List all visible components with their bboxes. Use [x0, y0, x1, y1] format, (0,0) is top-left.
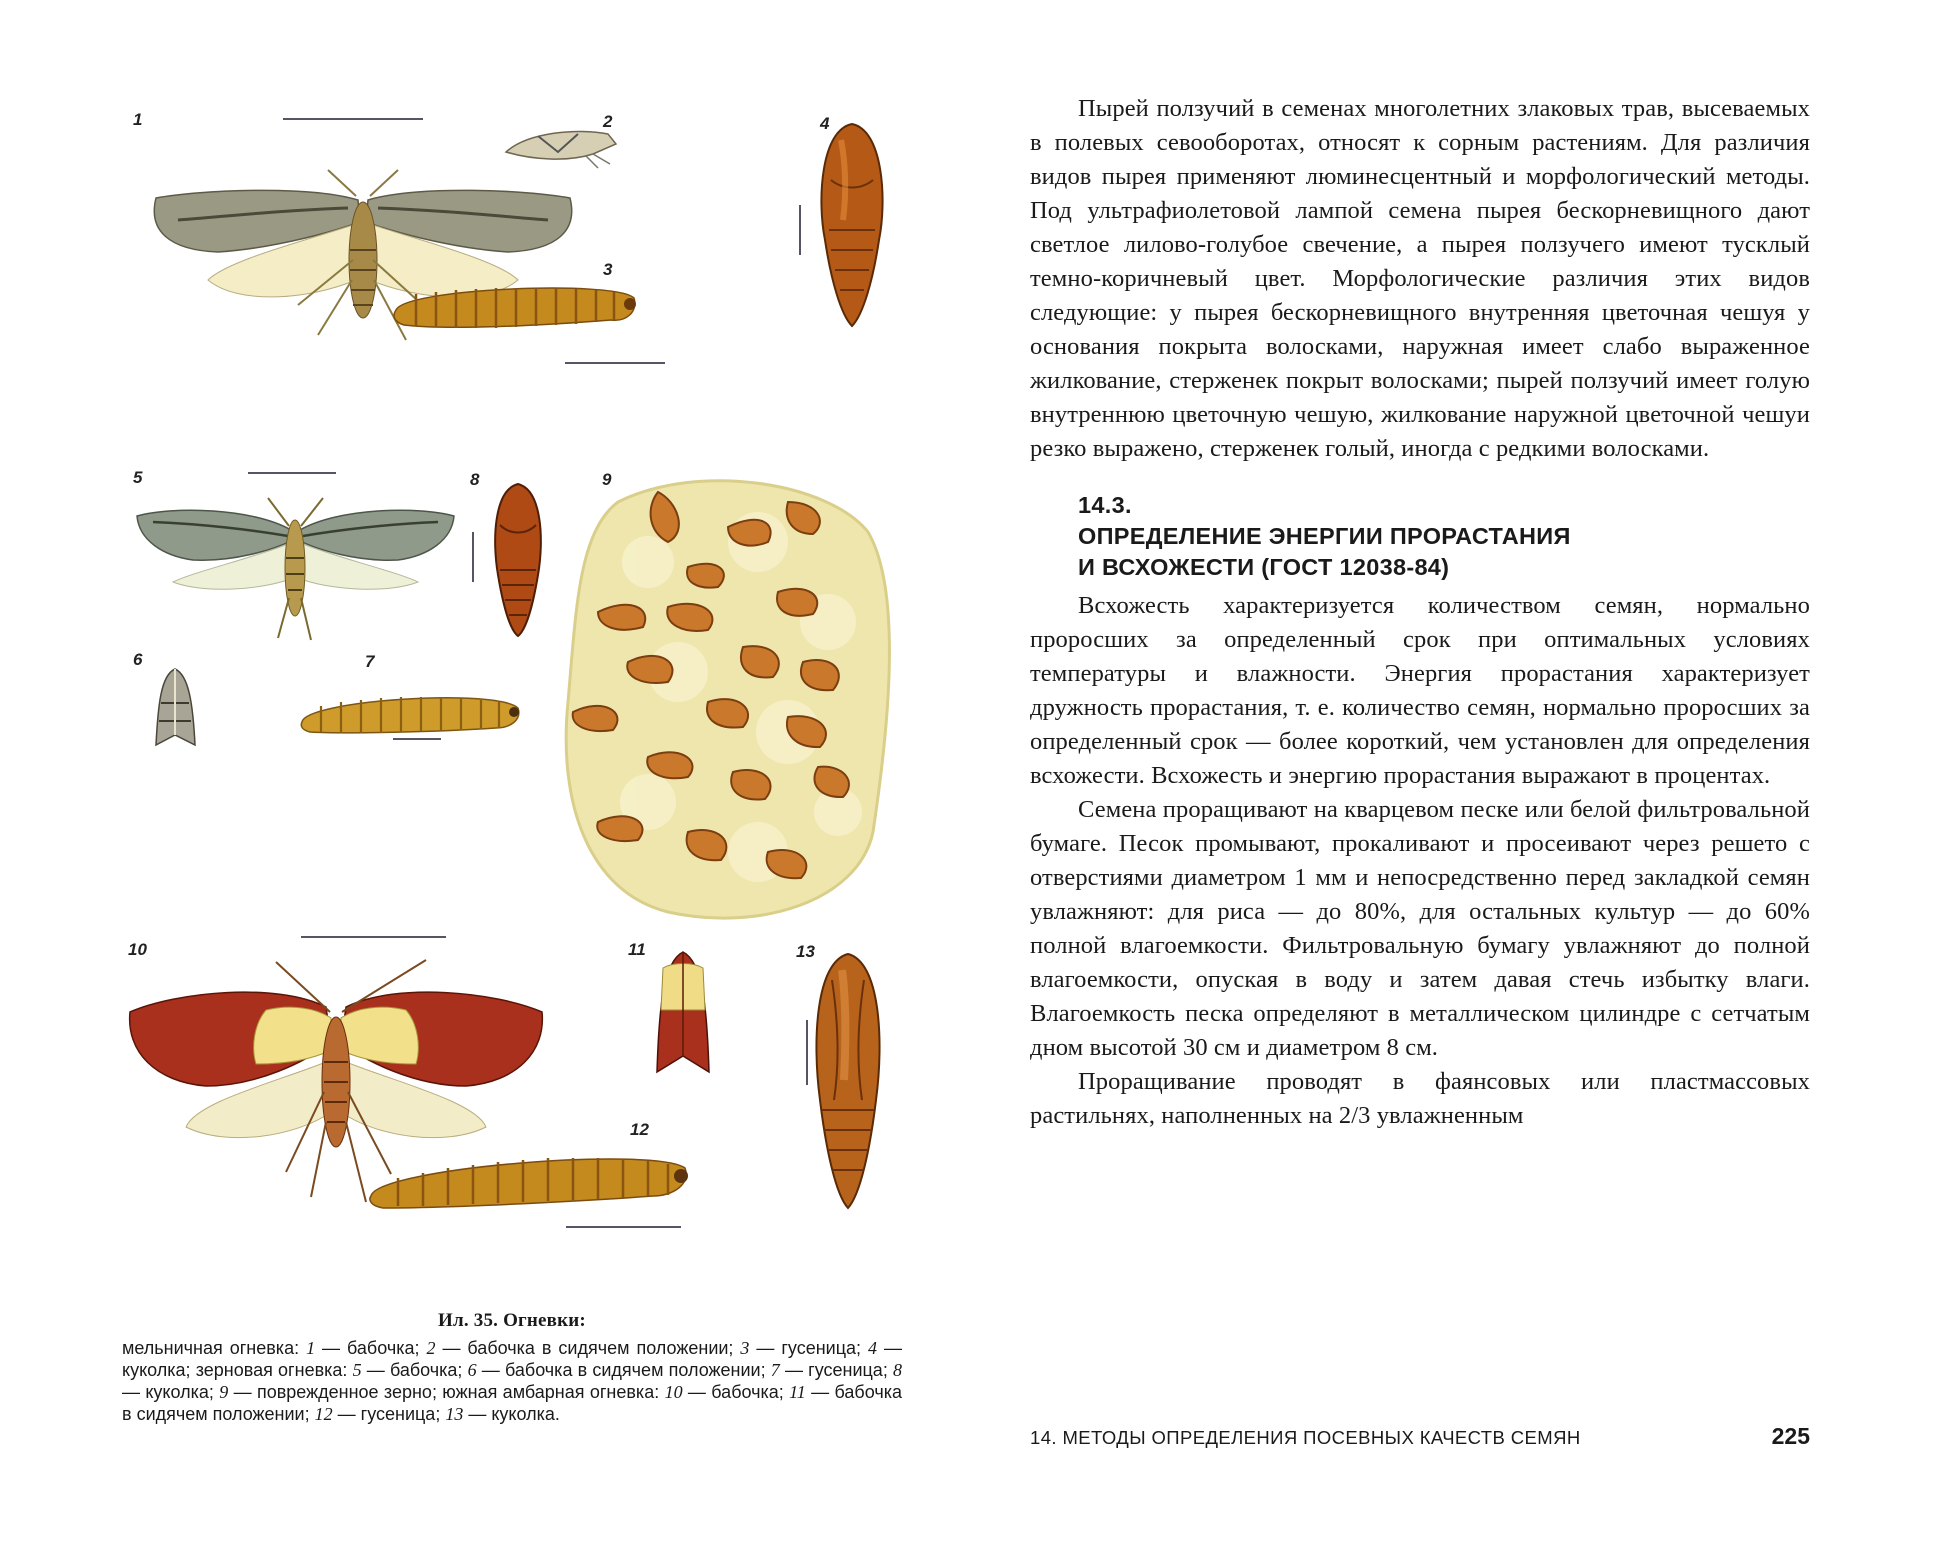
caption-figure-number: 1	[306, 1338, 316, 1358]
figure-label: 2	[603, 112, 613, 131]
figure-label: 11	[628, 940, 646, 959]
caption-text: — гусеница;	[779, 1360, 893, 1380]
caption-text: — бабочка;	[682, 1382, 790, 1402]
scale-bar	[283, 118, 423, 120]
caption-figure-number: 3	[740, 1338, 750, 1358]
caption-text: — бабочка;	[361, 1360, 468, 1380]
grain-moth-caterpillar-illustration	[296, 682, 526, 737]
grain-moth-pupa-illustration	[488, 480, 548, 640]
section-heading	[1030, 490, 1810, 583]
scale-bar	[566, 1226, 681, 1228]
caption-figure-number: 6	[467, 1360, 477, 1380]
figure-label: 4	[820, 114, 830, 133]
caption-text: — куколка; зерновая огневка:	[122, 1338, 902, 1380]
caption-title: Ил. 35. Огневки:	[438, 1310, 586, 1331]
caption-text: мельничная огневка:	[122, 1338, 307, 1358]
caption-text: — бабочка в сидячем положении;	[122, 1382, 903, 1424]
scale-bar	[248, 472, 336, 474]
scale-bar	[393, 738, 441, 740]
scale-bar	[301, 936, 446, 938]
scale-bar	[799, 205, 801, 255]
paragraph: Пырей ползучий в семенах многолетних злаковых трав, высеваемых в полевых севооборотах, относят к сорным растениям. Для различия видов пырея применяют люминесцентный и морфологический методы. Под ультрафиолетовой лампой семена пырея бескорневищного дают светлое лилово-голубое свечение, а пырея ползучего имеют тусклый темно-коричневый цвет. Морфологические различия этих видов следующие: у пырея бескорневищного внутренняя цветочная чешуя у основания покрыта волосками, наружная имеет слабо выраженное жилкование, стерженек покрыт волосками; пырей ползучий имеет голую внутреннюю цветочную чешую, жилкование наружной цветочной чешуи резко выражено, стерженек голый, иногда с редкими волосками.	[1030, 95, 1810, 462]
running-footer	[1030, 1423, 1810, 1450]
caption-body	[122, 1337, 902, 1425]
caption-figure-number: 9	[219, 1382, 229, 1402]
caption-figure-number: 5	[352, 1360, 362, 1380]
page-number: 225	[1771, 1423, 1810, 1449]
caption-text: — бабочка в сидячем положении;	[476, 1360, 771, 1380]
text-page	[1030, 92, 1810, 1133]
scale-bar	[472, 532, 474, 582]
caption-figure-number: 4	[868, 1338, 878, 1358]
damaged-grain-illustration	[558, 472, 898, 927]
caption-text: — куколка.	[463, 1404, 560, 1424]
caption-figure-number: 13	[445, 1404, 464, 1424]
section-title-line: ОПРЕДЕЛЕНИЕ ЭНЕРГИИ ПРОРАСТАНИЯ	[1078, 523, 1571, 549]
figure-caption	[122, 1310, 902, 1425]
caption-text: — бабочка в сидячем положении;	[435, 1338, 741, 1358]
scale-bar	[565, 362, 665, 364]
caption-text: — поврежденное зерно; южная амбарная огневка:	[228, 1382, 665, 1402]
figure-label: 9	[602, 470, 612, 489]
indianmeal-moth-pupa-illustration	[808, 950, 888, 1212]
figure-label: 1	[133, 110, 143, 129]
section-title-line: И ВСХОЖЕСТИ (ГОСТ 12038-84)	[1078, 554, 1450, 580]
caption-figure-number: 7	[770, 1360, 780, 1380]
figure-label: 3	[603, 260, 613, 279]
mill-moth-caterpillar-illustration	[386, 270, 641, 340]
figure-label: 10	[128, 940, 147, 959]
caption-figure-number: 10	[664, 1382, 683, 1402]
caption-figure-number: 12	[314, 1404, 333, 1424]
grain-moth-resting-illustration	[153, 665, 198, 750]
indianmeal-moth-resting-illustration	[653, 948, 713, 1078]
paragraph: Проращивание проводят в фаянсовых или пластмассовых растильнях, наполненных на 2/3 увлажненным	[1030, 1068, 1810, 1129]
figure-label: 6	[133, 650, 143, 669]
caption-text: — бабочка;	[315, 1338, 427, 1358]
paragraph: Всхожесть характеризуется количеством семян, нормально проросших за определенный срок при оптимальных условиях температуры и влажности. Энергия прорастания характеризует дружность прорастания, т. е. количество семян, нормально проросших за определенный срок — более короткий, чем установлен для определения всхожести. Всхожесть и энергию прорастания выражают в процентах.	[1030, 592, 1810, 789]
caption-figure-number: 2	[426, 1338, 436, 1358]
mill-moth-resting-illustration	[498, 122, 623, 172]
figure-label: 7	[365, 652, 375, 671]
section-number: 14.3.	[1078, 492, 1132, 518]
caption-text: — куколка;	[122, 1382, 220, 1402]
figure-label: 12	[630, 1120, 649, 1139]
caption-text: — гусеница;	[332, 1404, 446, 1424]
figure-label: 13	[796, 942, 815, 961]
grain-moth-illustration	[133, 478, 458, 648]
running-title: 14. МЕТОДЫ ОПРЕДЕЛЕНИЯ ПОСЕВНЫХ КАЧЕСТВ СЕМЯН	[1030, 1427, 1581, 1448]
figure-label: 8	[470, 470, 480, 489]
paragraph: Семена проращивают на кварцевом песке или белой фильтровальной бумаге. Песок промывают, прокаливают и просеивают через решето с отверстиями диаметром 1 мм и непосредственно перед закладкой семян увлажняют: для риса — до 80%, для остальных культур — до 60% полной влагоемкости. Фильтровальную бумагу увлажняют до полной влагоемкости, опуская в воду и затем давая стечь избытку влаги. Влагоемкость песка определяют в металлическом цилиндре с сетчатым дном высотой 30 см и диаметром 8 см.	[1030, 796, 1810, 1061]
indianmeal-moth-caterpillar-illustration	[363, 1138, 693, 1213]
figure-plate	[118, 100, 918, 1315]
figure-label: 5	[133, 468, 143, 487]
caption-figure-number: 11	[789, 1382, 806, 1402]
mill-moth-pupa-illustration	[813, 120, 891, 330]
caption-text: — гусеница;	[749, 1338, 869, 1358]
caption-figure-number: 8	[893, 1360, 902, 1380]
